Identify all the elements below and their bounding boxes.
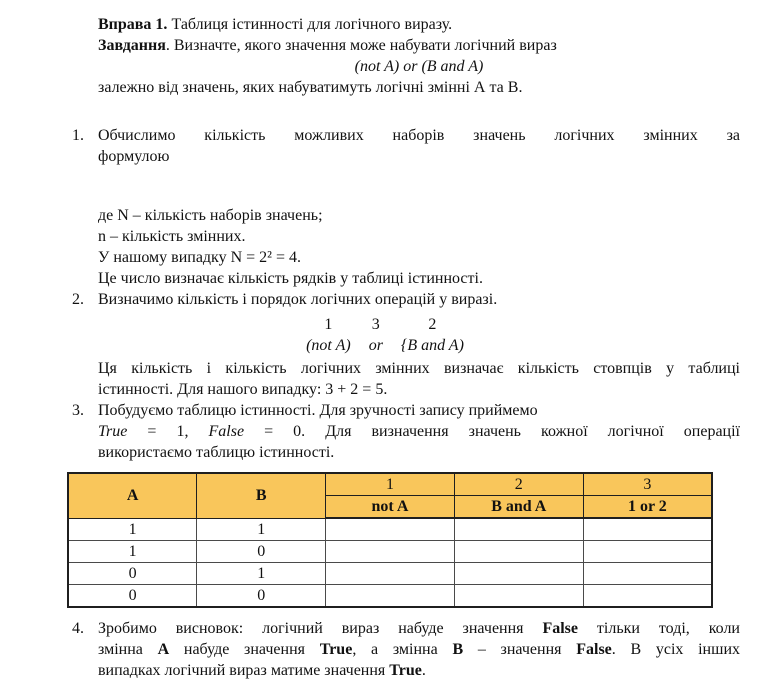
- task-label: Завдання: [98, 37, 166, 54]
- item-1-line-2: формулою: [98, 148, 170, 165]
- cell-a: 0: [68, 584, 197, 607]
- item-1-line-6: Це число визначає кількість рядків у таблиці істинності.: [98, 270, 483, 287]
- task-line: [98, 35, 740, 56]
- true-value-2: True: [389, 661, 422, 679]
- intro-section: [98, 14, 740, 98]
- task-text: . Визначте, якого значення може набувати логічний вираз: [165, 37, 557, 54]
- item-4-line-1: [98, 618, 740, 639]
- cell-b: 0: [197, 540, 326, 562]
- false-value-2: False: [576, 640, 612, 658]
- table-row: [68, 540, 712, 562]
- op-order-2: 2: [428, 316, 437, 333]
- operation-order-block: [306, 314, 464, 356]
- conclusion-text-4: набуде значення: [169, 640, 320, 658]
- item-1-line-5: У нашому випадку N = 2² = 4.: [98, 249, 301, 266]
- item-4-line-2: [98, 639, 740, 660]
- list-item-3: [72, 400, 740, 463]
- item-4-number: 4.: [72, 619, 84, 637]
- false-term: False: [208, 423, 245, 440]
- op-col-label-b-and-a: B and A: [454, 496, 583, 519]
- conclusion-text-8: випадках логічний вираз матиме значення: [98, 661, 390, 679]
- cell-b-and-a: [454, 540, 583, 562]
- item-3-number: 3.: [72, 402, 84, 419]
- document-body: [71, 14, 740, 681]
- item-2-para-line-1: Ця кількість і кількість логічних змінних визначає кількість стовпців у таблиці: [98, 360, 740, 377]
- item-3-line-2-text-2: = 0. Для визначення значень кожної логічної операції: [244, 423, 740, 440]
- item-3-line-1: Побудуємо таблицю істинності. Для зручності запису приймемо: [98, 402, 538, 419]
- conclusion-text-2: тільки тоді, коли: [578, 619, 740, 637]
- table-row: [68, 562, 712, 584]
- true-term: True: [98, 423, 128, 440]
- item-2-line-1: Визначимо кількість і порядок логічних операцій у виразі.: [98, 291, 498, 308]
- cell-1-or-2: [583, 584, 712, 607]
- logic-expression-line: (not A) or (B and A): [354, 58, 484, 75]
- truth-table-header-row-1: [68, 473, 712, 496]
- col-header-a: A: [68, 473, 197, 518]
- cell-not-a: [326, 518, 455, 540]
- item-2-para-line-2: істинності. Для нашого випадку: 3 + 2 = 5.: [98, 381, 388, 398]
- item-3-line-2-text: = 1,: [127, 423, 209, 440]
- cell-b: 0: [197, 584, 326, 607]
- operation-order-grid: [306, 314, 464, 356]
- op-part-or: or: [368, 337, 383, 354]
- conclusion-text-5: , а змінна: [352, 640, 453, 658]
- cell-1-or-2: [583, 540, 712, 562]
- cell-1-or-2: [583, 518, 712, 540]
- conclusion-text-7: . В усіх інших: [611, 640, 741, 658]
- item-1-line-4: n – кількість змінних.: [98, 228, 246, 245]
- op-col-number-3: 3: [583, 473, 712, 496]
- list-item-2: [72, 289, 740, 400]
- table-row: [68, 518, 712, 540]
- list-item-4: [72, 618, 741, 681]
- conclusion-text-6: – значення: [463, 640, 577, 658]
- cell-a: 1: [68, 540, 197, 562]
- variable-b: В: [452, 640, 464, 658]
- item-1-line-1: Обчислимо кількість можливих наборів значень логічних змінних за: [98, 127, 740, 144]
- cell-b: 1: [197, 562, 326, 584]
- missing-formula-placeholder: [98, 167, 740, 205]
- cell-b: 1: [197, 518, 326, 540]
- op-col-number-1: 1: [326, 473, 455, 496]
- item-1-number: 1.: [72, 127, 84, 144]
- op-order-3: 3: [371, 316, 380, 333]
- op-order-1: 1: [324, 316, 333, 333]
- op-col-number-2: 2: [454, 473, 583, 496]
- op-part-not-a: (not A): [306, 337, 351, 354]
- item-2-number: 2.: [72, 291, 84, 308]
- depends-line: залежно від значень, яких набуватимуть логічні змінні А та В.: [98, 79, 523, 96]
- cell-not-a: [326, 540, 455, 562]
- item-3-line-2: [98, 421, 740, 442]
- table-row: [68, 584, 712, 607]
- conclusion-text: Зробимо висновок: логічний вираз набуде значення: [98, 619, 543, 637]
- false-value: False: [542, 619, 578, 637]
- cell-a: 0: [68, 562, 197, 584]
- cell-b-and-a: [454, 518, 583, 540]
- cell-b-and-a: [454, 584, 583, 607]
- variable-a: А: [157, 640, 170, 658]
- item-3-line-3: використаємо таблицю істинності.: [98, 444, 335, 461]
- op-col-label-1-or-2: 1 or 2: [583, 496, 712, 519]
- exercise-title-text: Таблиця істинності для логічного виразу.: [167, 16, 453, 33]
- list-item-1: [72, 125, 740, 289]
- truth-table: [67, 472, 713, 608]
- cell-not-a: [326, 584, 455, 607]
- op-part-b-and-a: {B and A): [400, 337, 464, 354]
- conclusion-text-3: змінна: [98, 640, 158, 658]
- cell-1-or-2: [583, 562, 712, 584]
- true-value: True: [319, 640, 353, 658]
- item-1-line-3: де N – кількість наборів значень;: [98, 207, 323, 224]
- conclusion-text-9: .: [421, 661, 426, 679]
- item-4-line-3: [98, 660, 740, 681]
- exercise-title-line: [98, 14, 740, 35]
- cell-b-and-a: [454, 562, 583, 584]
- op-col-label-not-a: not A: [326, 496, 455, 519]
- cell-not-a: [326, 562, 455, 584]
- col-header-b: B: [197, 473, 326, 518]
- cell-a: 1: [68, 518, 197, 540]
- exercise-label: Вправа 1.: [98, 16, 168, 33]
